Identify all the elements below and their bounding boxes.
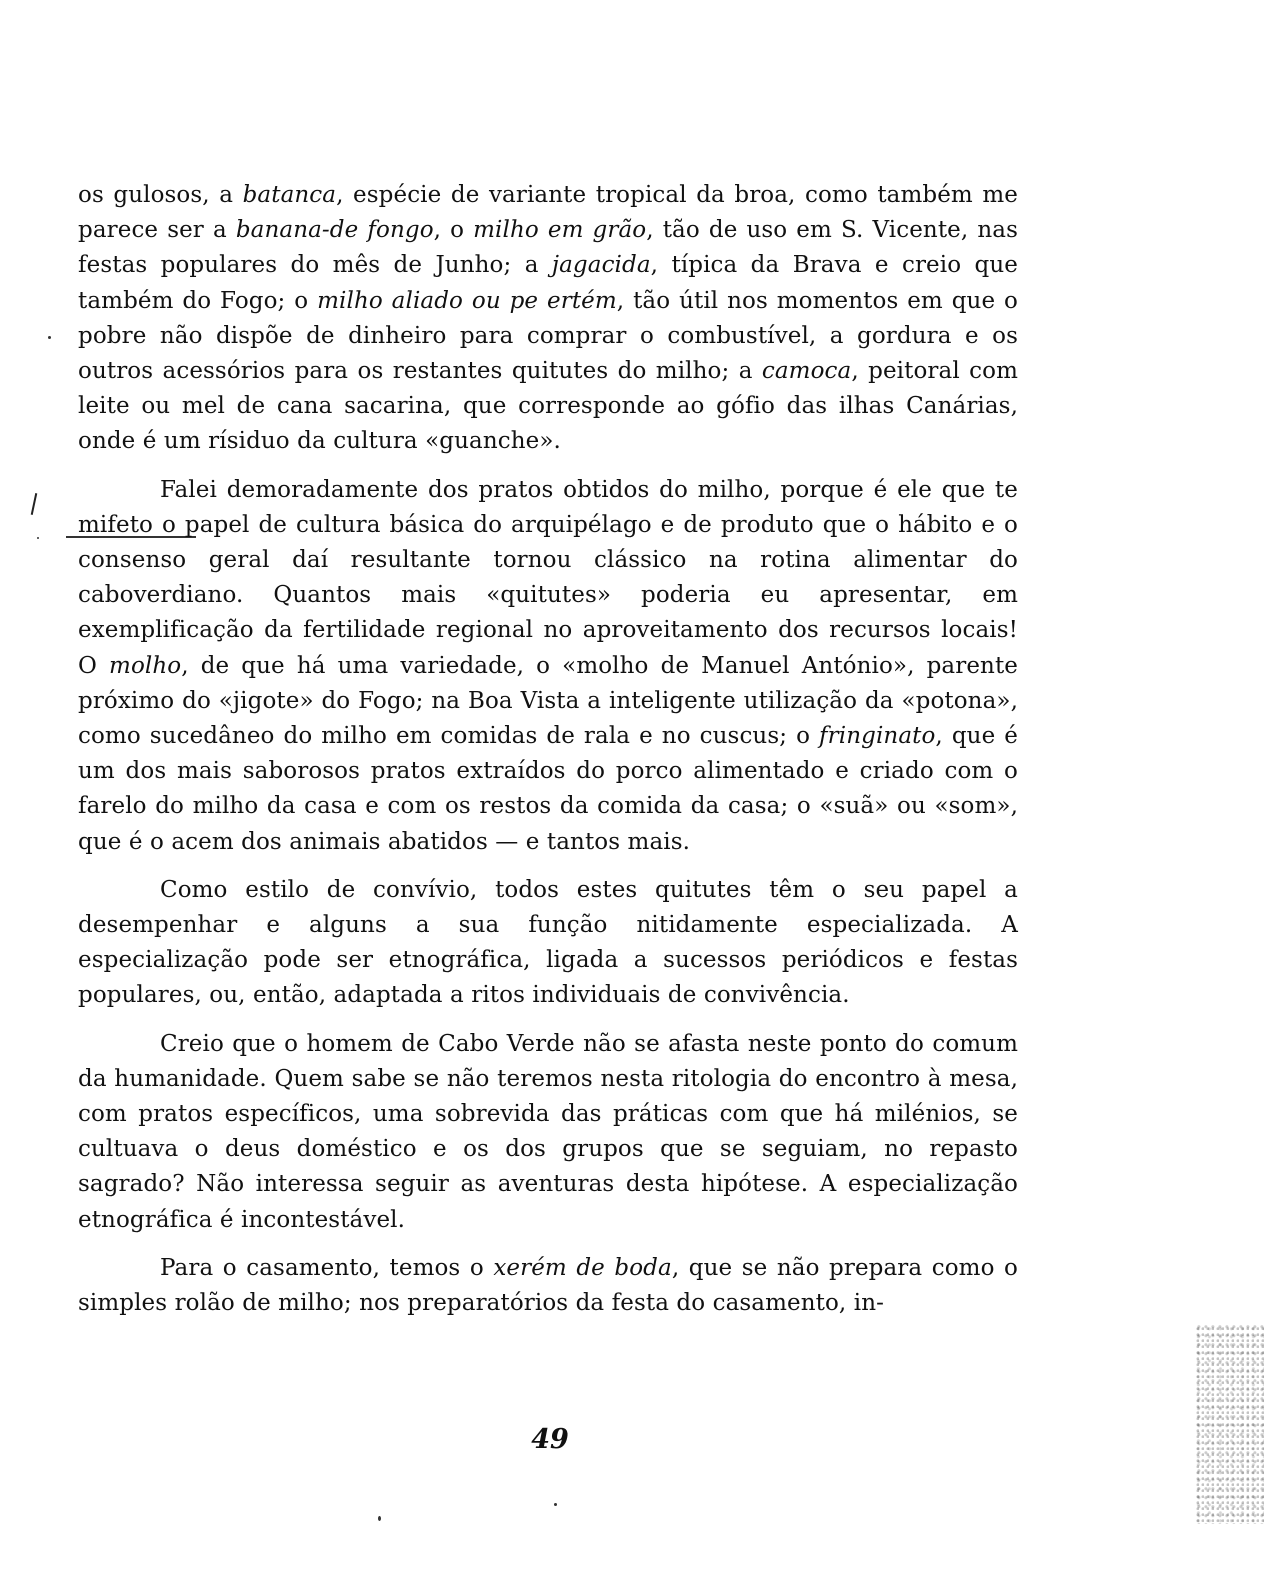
text-run: , espécie de variante tropical da broa, como também me parece ser a bbox=[78, 182, 1018, 244]
italic-term: milho aliado ou pe ertém bbox=[317, 287, 617, 314]
text-run: Falei demoradamente dos pratos obtidos do milho, porque é ele que te mifeto o papel de cultura básica do arquipélago e de produto que o hábito e o consenso geral daí resultante tornou clássico na rotina alimentar do caboverdiano. Quantos mais «quitutes» poderia eu apresentar, em exemplificação da fertilidade regional no aproveitamento dos recursos locais! O bbox=[78, 476, 1018, 679]
italic-term: jagacida bbox=[551, 252, 651, 279]
italic-term: milho em grão bbox=[473, 217, 647, 244]
paragraph bbox=[78, 473, 1018, 860]
paragraph bbox=[78, 873, 1018, 1014]
text-run: Como estilo de convívio, todos estes quitutes têm o seu papel a desempenhar e alguns a sua função nitidamente especializada. A especialização pode ser etnográfica, ligada a sucessos periódicos e festas populares, ou, então, adaptada a ritos individuais de convivência. bbox=[78, 876, 1018, 1009]
italic-term: xerém de boda bbox=[493, 1254, 672, 1281]
text-run: , que se não prepara como o simples rolão de milho; nos preparatórios da festa do casamento, in- bbox=[78, 1254, 1018, 1317]
text-run: , peitoral com leite ou mel de cana sacarina, que corresponde ao gófio das ilhas Canárias, onde é um rísiduo da cultura «guanche». bbox=[78, 358, 1018, 455]
italic-term: molho bbox=[109, 652, 182, 679]
paragraph bbox=[78, 1027, 1018, 1238]
text-run: , de que há uma variedade, o «molho de Manuel António», parente próximo do «jigote» do Fogo; na Boa Vista a inteligente utilização da «potona», como sucedâneo do milho em comidas de rala e no cuscus; o bbox=[78, 652, 1018, 750]
italic-term: fringinato bbox=[819, 723, 936, 750]
text-run: , tão útil nos momentos em que o pobre não dispõe de dinheiro para comprar o combustível, a gordura e os outros acessórios para os restantes quitutes do milho; a bbox=[78, 287, 1018, 385]
scan-speck bbox=[554, 1503, 557, 1506]
body-text bbox=[78, 178, 1018, 1334]
italic-term: banana-de fongo bbox=[235, 217, 434, 244]
text-run: Creio que o homem de Cabo Verde não se afasta neste ponto do comum da humanidade. Quem sabe se não teremos nesta ritologia do encontro à mesa, com pratos específicos, uma sobrevida das práticas com que há milénios, se cultuava o deus doméstico e os dos grupos que se seguiam, no repasto sagrado? Não interessa seguir as aventuras desta hipótese. A especialização etnográfica é incontestável. bbox=[78, 1030, 1018, 1233]
text-run: os gulosos, a bbox=[78, 182, 243, 208]
italic-term: batanca bbox=[242, 182, 337, 208]
scan-speck bbox=[48, 336, 51, 339]
paragraph bbox=[78, 1251, 1018, 1321]
text-run: , que é um dos mais saborosos pratos extraídos do porco alimentado e criado com o farelo do milho da casa e com os restos da comida da casa; o «suã» ou «som», que é o acem dos animais abatidos — e tantos mais. bbox=[78, 723, 1018, 855]
margin-pencil-mark bbox=[31, 493, 38, 515]
page-number: 49 bbox=[531, 1424, 569, 1455]
scan-speck bbox=[37, 537, 39, 539]
scan-speck bbox=[378, 1516, 381, 1521]
text-run: , típica da Brava e creio que também do Fogo; o bbox=[78, 252, 1018, 314]
text-run: Para o casamento, temos o bbox=[160, 1254, 494, 1281]
italic-term: camoca bbox=[761, 358, 852, 385]
text-run: , tão de uso em S. Vicente, nas festas populares do mês de Junho; a bbox=[78, 217, 1018, 279]
scan-noise bbox=[1194, 1324, 1264, 1524]
text-run: , o bbox=[433, 217, 474, 244]
paragraph bbox=[78, 178, 1018, 460]
